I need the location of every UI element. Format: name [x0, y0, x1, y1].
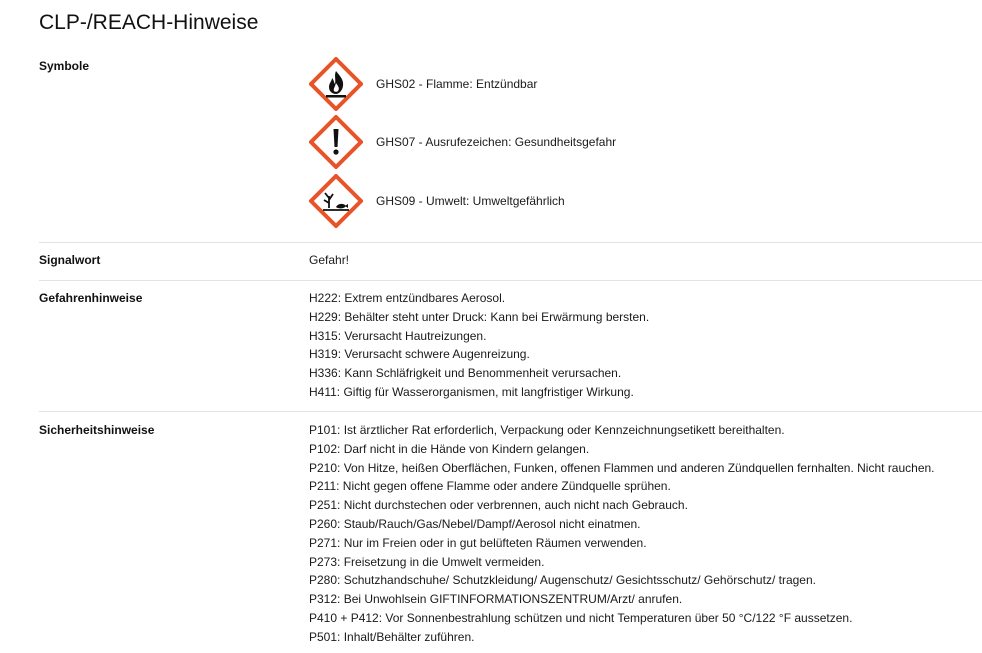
divider: [39, 411, 982, 412]
precautionary-statement: P271: Nur im Freien oder in gut belüfteten Räumen verwenden.: [309, 535, 647, 550]
exclamation-icon: [309, 115, 363, 169]
symbol-ghs02: [309, 57, 982, 111]
symbol-text: GHS02 - Flamme: Entzündbar: [376, 77, 538, 91]
page-title: CLP-/REACH-Hinweise: [39, 11, 259, 34]
symbol-text: GHS07 - Ausrufezeichen: Gesundheitsgefahr: [376, 135, 617, 149]
sicherheitshinweise-list: [309, 421, 982, 647]
gefahrenhinweise-list: [309, 289, 982, 402]
symbol-text: GHS09 - Umwelt: Umweltgefährlich: [376, 194, 565, 208]
precautionary-statement: P211: Nicht gegen offene Flamme oder andere Zündquelle sprühen.: [309, 479, 671, 494]
hazard-statement: H229: Behälter steht unter Druck: Kann bei Erwärmung bersten.: [309, 309, 650, 324]
symbol-ghs09: [309, 174, 982, 228]
gefahrenhinweise-label: Gefahrenhinweise: [39, 291, 143, 305]
divider: [39, 242, 982, 243]
symbole-label: Symbole: [39, 59, 90, 73]
precautionary-statement: P501: Inhalt/Behälter zuführen.: [309, 629, 475, 644]
precautionary-statement: P280: Schutzhandschuhe/ Schutzkleidung/ Augenschutz/ Gesichtsschutz/ Gehörschutz/ tragen.: [309, 573, 816, 588]
precautionary-statement: P210: Von Hitze, heißen Oberflächen, Funken, offenen Flammen und anderen Zündquellen fernhalten. Nicht rauchen.: [309, 460, 935, 475]
precautionary-statement: P410 + P412: Vor Sonnenbestrahlung schützen und nicht Temperaturen über 50 °C/122 °F aussetzen.: [309, 610, 853, 625]
environment-icon: [309, 174, 363, 228]
precautionary-statement: P102: Darf nicht in die Hände von Kindern gelangen.: [309, 441, 590, 456]
hazard-statement: H319: Verursacht schwere Augenreizung.: [309, 347, 530, 362]
symbol-ghs07: [309, 115, 982, 169]
signalwort-value: Gefahr!: [309, 253, 350, 267]
divider: [39, 280, 982, 281]
flame-icon: [309, 57, 363, 111]
signalwort-label: Signalwort: [39, 253, 101, 267]
sicherheitshinweise-label: Sicherheitshinweise: [39, 423, 155, 437]
hazard-statement: H336: Kann Schläfrigkeit und Benommenheit verursachen.: [309, 366, 622, 381]
precautionary-statement: P260: Staub/Rauch/Gas/Nebel/Dampf/Aerosol nicht einatmen.: [309, 516, 641, 531]
precautionary-statement: P101: Ist ärztlicher Rat erforderlich, Verpackung oder Kennzeichnungsetikett bereithalten.: [309, 423, 785, 437]
precautionary-statement: P312: Bei Unwohlsein GIFTINFORMATIONSZENTRUM/Arzt/ anrufen.: [309, 592, 683, 607]
hazard-statement: H222: Extrem entzündbares Aerosol.: [309, 291, 506, 305]
hazard-statement: H315: Verursacht Hautreizungen.: [309, 328, 487, 343]
precautionary-statement: P251: Nicht durchstechen oder verbrennen, auch nicht nach Gebrauch.: [309, 498, 688, 513]
hazard-statement: H411: Giftig für Wasserorganismen, mit langfristiger Wirkung.: [309, 384, 634, 399]
precautionary-statement: P273: Freisetzung in die Umwelt vermeiden.: [309, 554, 545, 569]
